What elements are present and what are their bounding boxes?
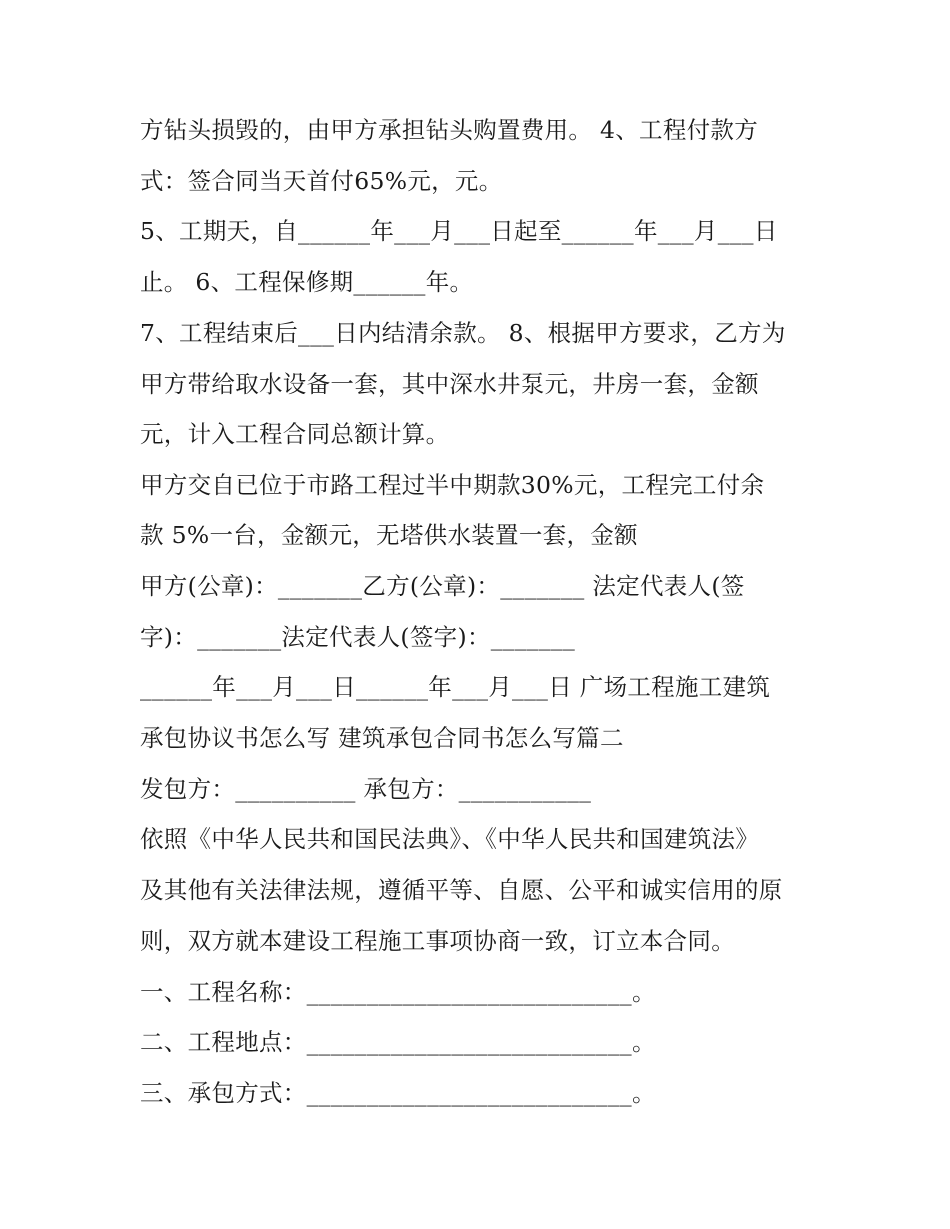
text-line: 则，双方就本建设工程施工事项协商一致，订立本合同。 bbox=[140, 927, 735, 955]
text-line: 式：签合同当天首付65%元，元。 bbox=[140, 167, 503, 195]
text-line: 依照《中华人民共和国民法典》、《中华人民共和国建筑法》 bbox=[140, 825, 760, 853]
date-line: ______年___月___日______年___月___日 广场工程施工建筑 bbox=[140, 673, 771, 701]
clause-project-location: 二、工程地点：___________________________。 bbox=[140, 1028, 656, 1056]
text-line: 止。 6、工程保修期______年。 bbox=[140, 268, 474, 296]
text-line: 款 5%一台，金额元，无塔供水装置一套，金额 bbox=[140, 521, 638, 549]
text-line: 甲方交自已位于市路工程过半中期款30%元，工程完工付余 bbox=[140, 471, 765, 499]
clause-project-name: 一、工程名称：___________________________。 bbox=[140, 978, 656, 1006]
signature-line: 甲方(公章)：_______乙方(公章)：_______ 法定代表人(签 bbox=[140, 572, 745, 600]
party-line: 发包方：__________ 承包方：___________ bbox=[140, 775, 592, 803]
section-title: 承包协议书怎么写 建筑承包合同书怎么写篇二 bbox=[140, 724, 624, 752]
text-line: 7、工程结束后___日内结清余款。 8、根据甲方要求，乙方为 bbox=[140, 319, 786, 347]
text-line: 甲方带给取水设备一套，其中深水井泵元，井房一套，金额 bbox=[140, 370, 759, 398]
text-line: 及其他有关法律法规，遵循平等、自愿、公平和诚实信用的原 bbox=[140, 876, 783, 904]
text-line: 元，计入工程合同总额计算。 bbox=[140, 420, 450, 448]
clause-contract-method: 三、承包方式：___________________________。 bbox=[140, 1079, 656, 1107]
text-line: 方钻头损毁的，由甲方承担钻头购置费用。 4、工程付款方 bbox=[140, 116, 759, 144]
text-line: 5、工期天，自______年___月___日起至______年___月___日 bbox=[140, 217, 778, 245]
signature-line: 字)：_______法定代表人(签字)：_______ bbox=[140, 623, 576, 651]
